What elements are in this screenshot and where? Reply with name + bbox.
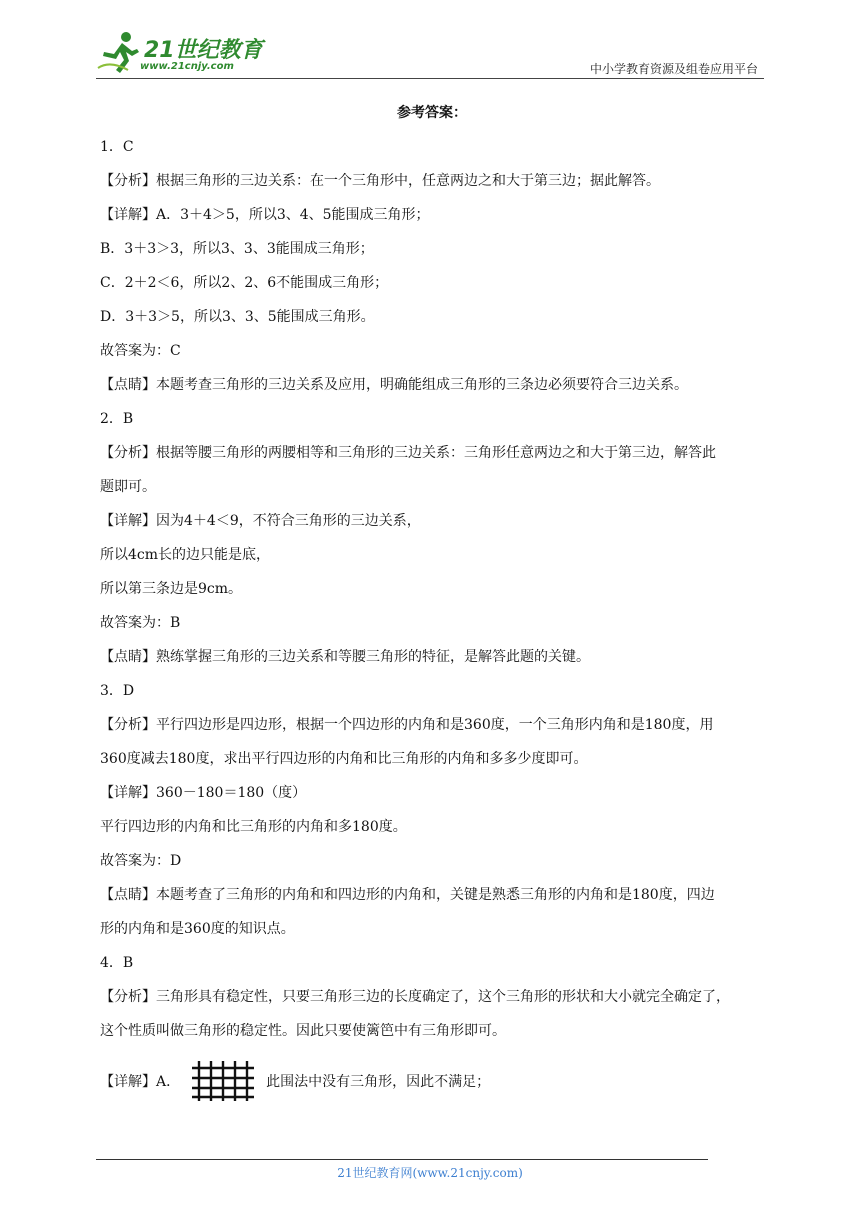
answer-line: 题即可。 (100, 479, 156, 495)
logo-url: www.21cnjy.com (140, 61, 234, 72)
platform-name: 中小学教育资源及组卷应用平台 (589, 62, 758, 76)
answer-line: 【点睛】本题考查了三角形的内角和和四边形的内角和，关键是熟悉三角形的内角和是180度，四边 (100, 887, 715, 903)
answer-content (100, 96, 764, 1108)
logo-text: 21世纪教育 (144, 38, 263, 63)
footer-text: 21世纪教育网(www.21cnjy.com) (337, 1166, 523, 1180)
answer-line: 360度减去180度，求出平行四边形的内角和比三角形的内角和多多少度即可。 (100, 751, 588, 767)
answer-line: 【分析】三角形具有稳定性，只要三角形三边的长度确定了，这个三角形的形状和大小就完全确定了， (100, 989, 730, 1005)
answer-line: 【分析】根据三角形的三边关系：在一个三角形中，任意两边之和大于第三边；据此解答。 (100, 173, 660, 189)
answer-line: D．3＋3＞5，所以3、3、5能围成三角形。 (100, 309, 375, 325)
header-divider (96, 78, 764, 79)
answer-line: B．3＋3＞3，所以3、3、3能围成三角形； (100, 241, 374, 257)
answer-line: 所以第三条边是9cm。 (100, 581, 243, 597)
answer-line: 3．D (100, 683, 135, 699)
answer-line: 【点睛】熟练掌握三角形的三边关系和等腰三角形的特征，是解答此题的关键。 (100, 649, 590, 665)
fig-line-prefix: 【详解】A． (100, 1074, 181, 1090)
answer-line: 平行四边形的内角和比三角形的内角和多180度。 (100, 819, 407, 835)
figure-line (100, 1054, 764, 1108)
answer-line: 【分析】根据等腰三角形的两腰相等和三角形的三边关系：三角形任意两边之和大于第三边，解答此 (100, 445, 716, 461)
answer-line: 故答案为：B (100, 615, 181, 631)
answer-line: 4．B (100, 955, 134, 971)
answer-line: 【分析】平行四边形是四边形，根据一个四边形的内角和是360度，一个三角形内角和是180度，用 (100, 717, 714, 733)
answer-line: 形的内角和是360度的知识点。 (100, 921, 295, 937)
answer-line: 【详解】360－180＝180（度） (100, 785, 307, 801)
answer-line: 【详解】A．3＋4＞5，所以3、4、5能围成三角形； (100, 207, 430, 223)
fig-line-suffix: 此围法中没有三角形，因此不满足； (266, 1074, 491, 1090)
answer-line: C．2＋2＜6，所以2、2、6不能围成三角形； (100, 275, 389, 291)
answers-title: 参考答案： (397, 105, 467, 121)
answer-line: 故答案为：D (100, 853, 182, 869)
page-header (96, 30, 764, 78)
answer-line: 1．C (100, 139, 134, 155)
answer-line: 2．B (100, 411, 134, 427)
answer-line: 【详解】因为4＋4＜9，不符合三角形的三边关系， (100, 513, 421, 529)
answer-line: 故答案为：C (100, 343, 181, 359)
fence-grid-figure (190, 1059, 256, 1103)
answer-line: 【点睛】本题考查三角形的三边关系及应用，明确能组成三角形的三条边必须要符合三边关系。 (100, 377, 688, 393)
answer-line: 这个性质叫做三角形的稳定性。因此只要使篱笆中有三角形即可。 (100, 1023, 506, 1039)
runner-logo-icon (96, 30, 144, 76)
footer-divider (96, 1159, 708, 1160)
answer-line: 所以4cm长的边只能是底， (100, 547, 271, 563)
logo (96, 30, 266, 76)
